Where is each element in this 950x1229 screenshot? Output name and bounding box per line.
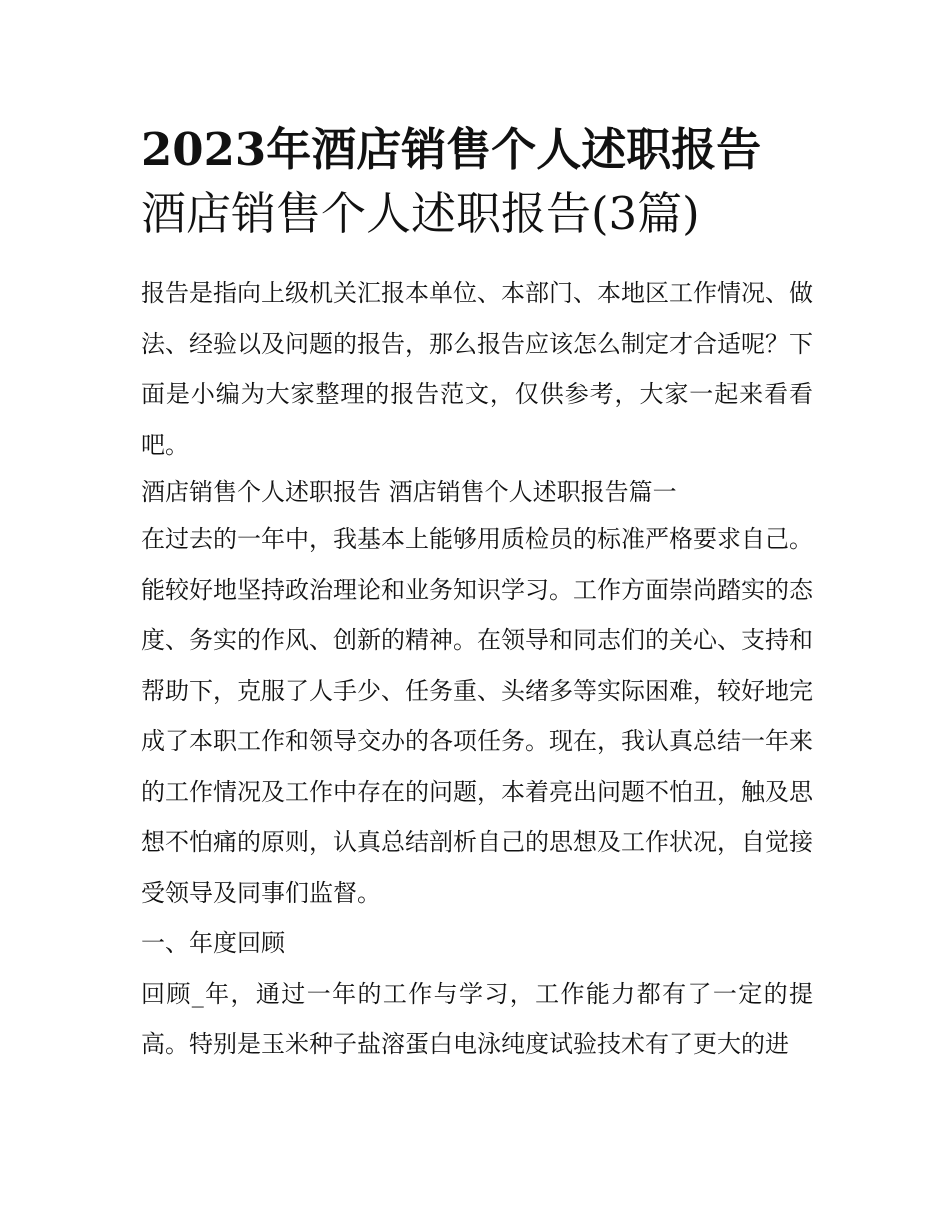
document-title xyxy=(141,118,813,246)
body-paragraph-2: 回顾_年，通过一年的工作与学习，工作能力都有了一定的提高。特别是玉米种子盐溶蛋白电泳纯度试验技术有了更大的进 xyxy=(141,979,813,1058)
document-page xyxy=(141,118,813,1070)
document-body xyxy=(141,268,813,1070)
intro-paragraph: 报告是指向上级机关汇报本单位、本部门、本地区工作情况、做法、经验以及问题的报告，那么报告应该怎么制定才合适呢？下面是小编为大家整理的报告范文，仅供参考，大家一起来看看吧。 xyxy=(141,279,813,459)
title-line-1: 2023年酒店销售个人述职报告 xyxy=(141,123,762,176)
title-line-2: 酒店销售个人述职报告(3篇) xyxy=(141,187,700,240)
section-title: 酒店销售个人述职报告 酒店销售个人述职报告篇一 xyxy=(141,478,677,506)
section-heading: 一、年度回顾 xyxy=(141,929,285,957)
body-paragraph-1: 在过去的一年中，我基本上能够用质检员的标准严格要求自己。能较好地坚持政治理论和业务知识学习。工作方面崇尚踏实的态度、务实的作风、创新的精神。在领导和同志们的关心、支持和帮助下，克服了人手少、任务重、头绪多等实际困难，较好地完成了本职工作和领导交办的各项任务。现在，我认真总结一年来的工作情况及工作中存在的问题，本着亮出问题不怕丑，触及思想不怕痛的原则，认真总结剖析自己的思想及工作状况，自觉接受领导及同事们监督。 xyxy=(141,525,813,907)
